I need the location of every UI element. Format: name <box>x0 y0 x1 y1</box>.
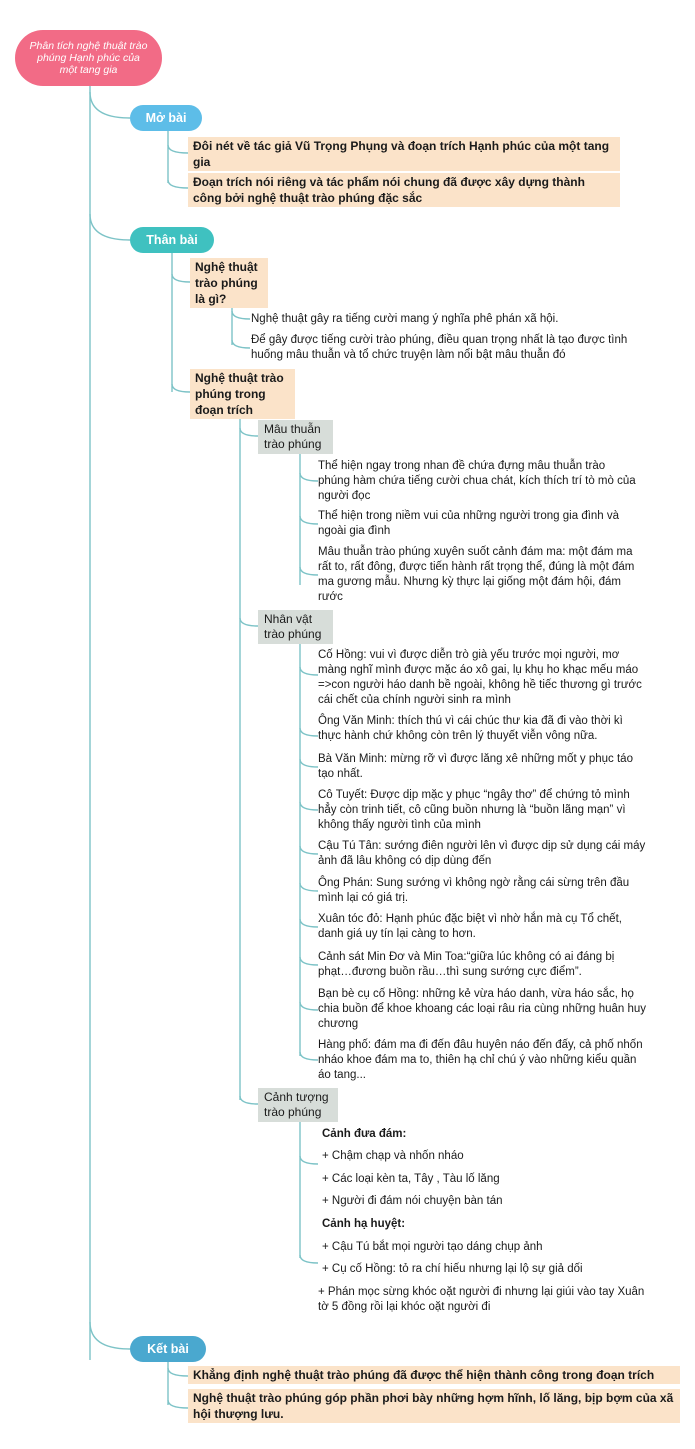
nhan-vat-item-6: Ông Phán: Sung sướng vì không ngờ rằng cái sừng trên đầu mình lại có giá trị. <box>318 877 630 904</box>
nhan-vat-item-8: Cảnh sát Min Đơ và Min Toa:“giữa lúc không có ai đáng bị phạt…đương buồn rầu…thì sung sướng cực điểm”. <box>318 951 615 978</box>
nhan-vat-item-10: Hàng phố: đám ma đi đến đâu huyên náo đến đấy, cả phố nhốn nháo khoe đám ma to, thiên hạ chỉ chú ý vào những kiểu quần áo tang... <box>318 1039 643 1081</box>
nhan-vat-item-7: Xuân tóc đỏ: Hạnh phúc đặc biệt vì nhờ hắn mà cụ Tổ chết, danh giá uy tín lại càng to hơn. <box>318 913 622 940</box>
nhan-vat-item-9: Bạn bè cụ cố Hồng: những kẻ vừa háo danh, vừa háo sắc, họ chia buồn để khoe khoang các loại râu ria cùng những huân huy chương <box>318 988 647 1030</box>
nghe-thuat-la-gi-node: Nghệ thuật trào phúng là gì? <box>190 258 268 308</box>
mo-bai-item-1: Đôi nét về tác giả Vũ Trọng Phụng và đoạn trích Hạnh phúc của một tang gia <box>188 137 620 171</box>
root-topic-label: Phân tích nghệ thuật trào phúng Hạnh phúc của một tang gia <box>29 40 148 76</box>
mo-bai-label: Mở bài <box>145 111 187 125</box>
root-topic <box>15 30 162 86</box>
dua-dam-item-1: + Chậm chạp và nhốn nháo <box>322 1150 464 1162</box>
nhan-vat-item-2: Ông Văn Minh: thích thú vì cái chúc thư kia đã đi vào thời kì thực hành chứ không còn trên lý thuyết viễn vông nữa. <box>318 715 623 742</box>
ha-huyet-item-3: + Phán mọc sừng khóc oặt người đi nhưng lại giúi vào tay Xuân tờ 5 đồng rồi lại khóc oặt người đi <box>318 1286 645 1313</box>
nghe-thuat-la-gi-item-2: Để gây được tiếng cười trào phúng, điều quan trọng nhất là tạo được tình huống mâu thuẫn và tổ chức truyện làm nổi bật mâu thuẫn đó <box>251 334 628 361</box>
than-bai-label: Thân bài <box>146 233 198 247</box>
nhan-vat-node: Nhân vật trào phúng <box>258 610 333 644</box>
ket-bai-label: Kết bài <box>147 1342 189 1356</box>
than-bai-node <box>130 227 214 253</box>
nhan-vat-item-5: Cậu Tú Tân: sướng điên người lên vì được dịp sử dụng cái máy ảnh đã lâu không có dịp dùng đến <box>318 840 646 867</box>
ket-bai-node <box>130 1336 206 1362</box>
mo-bai-item-2: Đoạn trích nói riêng và tác phẩm nói chung đã được xây dựng thành công bởi nghệ thuật trào phúng đặc sắc <box>188 173 620 207</box>
ha-huyet-item-2: + Cụ cố Hồng: tỏ ra chí hiếu nhưng lại lộ sự giả dối <box>322 1263 583 1275</box>
nhan-vat-item-1: Cố Hồng: vui vì được diễn trò già yếu trước mọi người, mơ màng nghĩ mình được mặc áo xô gai, lụ khụ ho khạc mếu máo =>con người háo danh bề ngoài, không hề tiếc thương gì trước cái chết của chính người sinh ra mình <box>318 649 642 706</box>
trong-doan-trich-node: Nghệ thuật trào phúng trong đoạn trích <box>190 369 295 419</box>
mo-bai-node <box>130 105 202 131</box>
canh-tuong-node: Cảnh tượng trào phúng <box>258 1088 338 1122</box>
nhan-vat-item-4: Cô Tuyết: Được dịp mặc y phục “ngây thơ” để chứng tỏ mình hẳy còn trinh tiết, cô cũng buồn nhưng là “buồn lãng mạn” vì không thấy người tình của mình <box>318 789 630 831</box>
canh-ha-huyet-heading: Cảnh hạ huyệt: <box>322 1218 406 1230</box>
mau-thuan-item-1: Thể hiện ngay trong nhan đề chứa đựng mâu thuẫn trào phúng hàm chứa tiếng cười chua chát, kích thích trí tò mò của người đọc <box>318 460 636 502</box>
dua-dam-item-2: + Các loại kèn ta, Tây , Tàu lố lăng <box>322 1173 500 1185</box>
dua-dam-item-3: + Người đi đám nói chuyện bàn tán <box>322 1195 503 1207</box>
ha-huyet-item-1: + Cậu Tú bắt mọi người tạo dáng chụp ảnh <box>322 1241 543 1253</box>
canh-dua-dam-heading: Cảnh đưa đám: <box>322 1128 407 1140</box>
mau-thuan-item-3: Mâu thuẫn trào phúng xuyên suốt cảnh đám ma: một đám ma rất to, rất đông, được tiến hành rất trọng thể, đúng là một đám ma gương mẫu. Nhưng kỳ thực lại giống một đám hội, đám rước <box>318 546 635 603</box>
ket-bai-item-2: Nghệ thuật trào phúng góp phần phơi bày những hợm hĩnh, lố lăng, bịp bợm của xã hội thượng lưu. <box>188 1389 680 1423</box>
ket-bai-item-1: Khẳng định nghệ thuật trào phúng đã được thể hiện thành công trong đoạn trích <box>188 1366 680 1384</box>
nhan-vat-item-3: Bà Văn Minh: mừng rỡ vì được lăng xê những mốt y phục táo tạo nhất. <box>318 753 633 780</box>
nghe-thuat-la-gi-item-1: Nghệ thuật gây ra tiếng cười mang ý nghĩa phê phán xã hội. <box>251 313 559 325</box>
mau-thuan-node: Mâu thuẫn trào phúng <box>258 420 333 454</box>
mau-thuan-item-2: Thể hiện trong niềm vui của những người trong gia đình và ngoài gia đình <box>318 510 620 537</box>
